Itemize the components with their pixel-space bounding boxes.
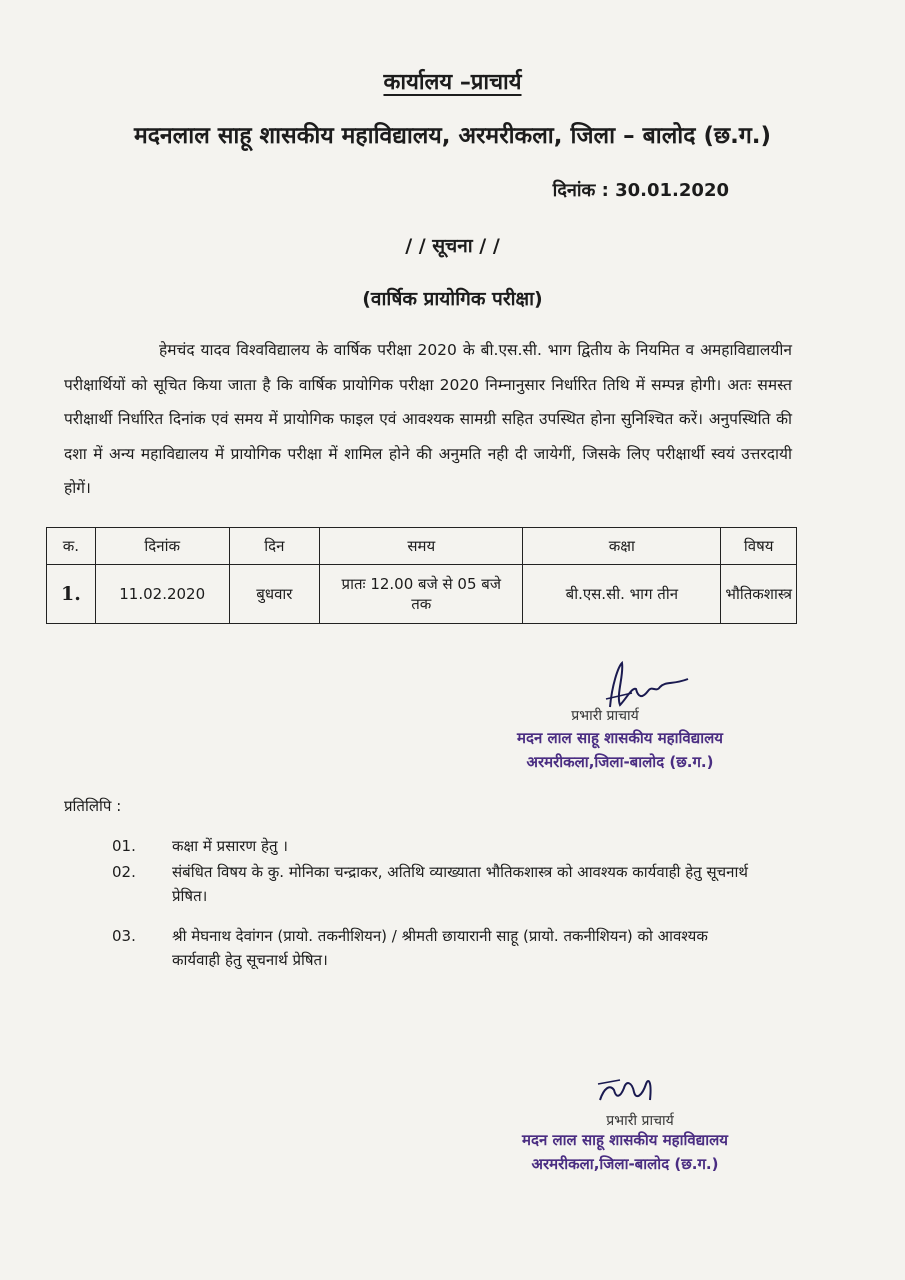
list-item: 02. संबंधित विषय के कु. मोनिका चन्द्राकर, अतिथि व्याख्याता भौतिकशास्त्र को आवश्यक कार्यवाही हेतु सूचनार्थ प्रेषित।	[112, 863, 748, 905]
exam-schedule-table	[46, 527, 797, 624]
col-serial: क.	[47, 528, 96, 565]
copy-heading: प्रतिलिपि :	[64, 797, 122, 815]
col-time: समय	[320, 528, 523, 565]
col-date: दिनांक	[95, 528, 229, 565]
list-item: 01. कक्षा में प्रसारण हेतु ।	[112, 837, 288, 855]
signature-scribble	[590, 1070, 680, 1115]
col-day: दिन	[229, 528, 320, 565]
row-date: 11.02.2020	[95, 565, 229, 624]
signature-role-2: प्रभारी प्राचार्य	[606, 1113, 674, 1129]
college-name: मदनलाल साहू शासकीय महाविद्यालय, अरमरीकला, जिला – बालोद (छ.ग.)	[133, 123, 772, 149]
table-row	[47, 565, 797, 624]
date-value: 30.01.2020	[615, 180, 729, 201]
row-class: बी.एस.सी. भाग तीन	[523, 565, 721, 624]
signature-role-1: प्रभारी प्राचार्य	[571, 708, 639, 724]
row-serial: 1.	[47, 565, 96, 624]
date-label: दिनांक :	[552, 180, 609, 201]
college-stamp-1: मदन लाल साहू शासकीय महाविद्यालय अरमरीकला,जिला-बालोद (छ.ग.)	[517, 729, 723, 771]
notice-subject: (वार्षिक प्रायोगिक परीक्षा)	[362, 288, 543, 310]
row-day: बुधवार	[229, 565, 320, 624]
notice-body: हेमचंद यादव विश्वविद्यालय के वार्षिक परीक्षा 2020 के बी.एस.सी. भाग द्वितीय के नियमित व अमहाविद्यालयीन परीक्षार्थियों को सूचित किया जाता है कि वार्षिक प्रायोगिक परीक्षा 2020 निम्नानुसार निर्धारित तिथि में सम्पन्न होगी। अतः समस्त परीक्षार्थी निर्धारित दिनांक एवं समय में प्रायोगिक फाइल एवं आवश्यक सामग्री सहित उपस्थित होना सुनिश्चित करें। अनुपस्थिति की दशा में अन्य महाविद्यालय में प्रायोगिक परीक्षा में शामिल होने की अनुमति नही दी जायेगीं, जिसके लिए परीक्षार्थी स्वयं उत्तरदायी होगें।	[64, 341, 792, 497]
notice-heading: / / सूचना / /	[405, 235, 500, 257]
col-subject: विषय	[721, 528, 797, 565]
row-subject: भौतिकशास्त्र	[721, 565, 797, 624]
college-stamp-2: मदन लाल साहू शासकीय महाविद्यालय अरमरीकला,जिला-बालोद (छ.ग.)	[522, 1131, 728, 1173]
office-title: कार्यालय –प्राचार्य	[383, 70, 522, 95]
table-header-row	[47, 528, 797, 565]
col-class: कक्षा	[523, 528, 721, 565]
notice-date	[553, 178, 729, 202]
row-time: प्रातः 12.00 बजे से 05 बजे तक	[320, 565, 523, 624]
list-item: 03. श्री मेघनाथ देवांगन (प्रायो. तकनीशियन) / श्रीमती छायारानी साहू (प्रायो. तकनीशियन) को आवश्यक कार्यवाही हेतु सूचनार्थ प्रेषित।	[112, 927, 708, 969]
